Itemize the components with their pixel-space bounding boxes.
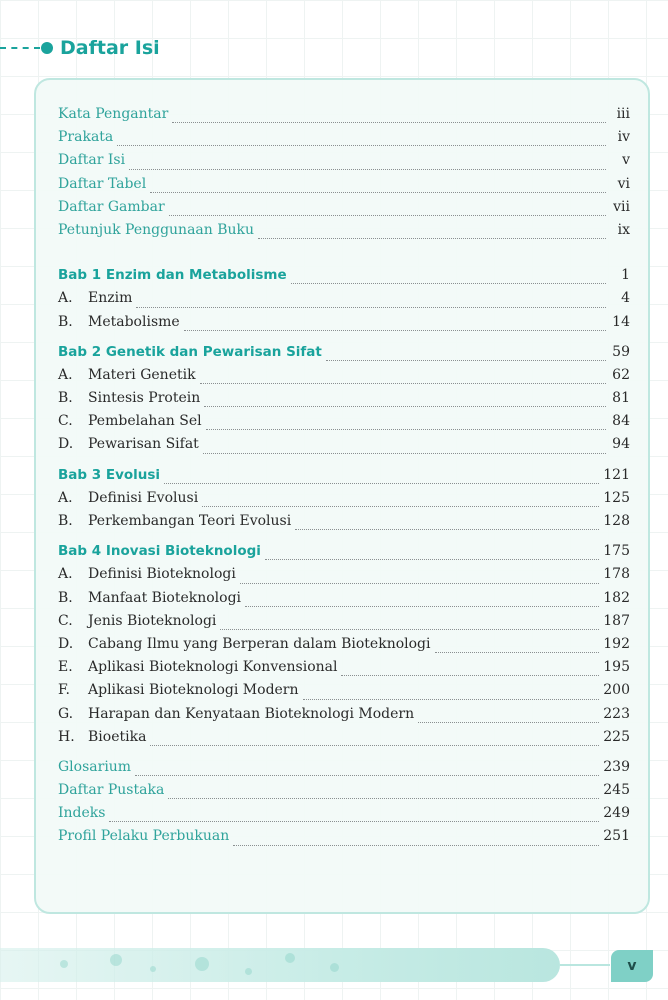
decor-dot: [330, 963, 339, 972]
chapter-4: [58, 543, 630, 752]
table-of-contents: [58, 106, 630, 852]
toc-entry-label: Prakata: [58, 129, 114, 146]
toc-entry-prakata[interactable]: [58, 129, 630, 152]
toc-entry-page: 245: [603, 782, 630, 799]
section-letter: H.: [58, 728, 75, 745]
section-page: 225: [603, 728, 630, 745]
section-label: Aplikasi Bioteknologi Modern: [88, 682, 299, 699]
section-page: 178: [603, 566, 630, 583]
dot-leader: [150, 192, 606, 193]
dot-leader: [168, 798, 599, 799]
section-entry[interactable]: [58, 729, 630, 752]
section-label: Materi Genetik: [88, 366, 196, 383]
dot-leader: [341, 675, 599, 676]
dot-leader: [303, 699, 600, 700]
toc-entry-indeks[interactable]: [58, 805, 630, 828]
toc-entry-petunjuk[interactable]: [58, 222, 630, 245]
section-entry[interactable]: [58, 314, 630, 337]
footer-decoration-band: [0, 948, 560, 982]
chapter-1: [58, 267, 630, 337]
decor-dot: [245, 968, 252, 975]
chapter-title: Bab 2 Genetik dan Pewarisan Sifat: [58, 343, 322, 360]
section-label: Harapan dan Kenyataan Bioteknologi Modern: [88, 705, 415, 722]
section-page: 187: [603, 612, 630, 629]
section-letter: G.: [58, 705, 74, 722]
dot-leader: [172, 122, 606, 123]
chapter-heading[interactable]: [58, 344, 630, 367]
dot-leader: [220, 629, 599, 630]
dot-leader: [291, 283, 606, 284]
toc-entry-page: v: [622, 152, 630, 169]
section-letter: E.: [58, 659, 73, 676]
section-entry[interactable]: [58, 390, 630, 413]
section-entry[interactable]: [58, 682, 630, 705]
section-label: Metabolisme: [88, 313, 180, 330]
section-letter: B.: [58, 390, 73, 407]
dot-leader: [204, 406, 606, 407]
toc-entry-page: ix: [617, 221, 630, 238]
section-label: Jenis Bioteknologi: [88, 612, 217, 629]
toc-entry-label: Petunjuk Penggunaan Buku: [58, 221, 255, 238]
section-page: 4: [621, 290, 630, 307]
section-page: 223: [603, 705, 630, 722]
section-page: 195: [603, 659, 630, 676]
chapter-heading[interactable]: [58, 267, 630, 290]
section-letter: B.: [58, 313, 73, 330]
section-entry[interactable]: [58, 659, 630, 682]
toc-entry-page: 251: [603, 828, 630, 845]
dot-leader: [265, 559, 599, 560]
section-page: 192: [603, 635, 630, 652]
section-label: Cabang Ilmu yang Berperan dalam Bioteknologi: [88, 635, 431, 652]
header-dot-icon: [41, 42, 53, 54]
section-letter: F.: [58, 682, 70, 699]
toc-entry-label: Indeks: [58, 805, 106, 822]
dot-leader: [418, 722, 599, 723]
section-label: Aplikasi Bioteknologi Konvensional: [88, 659, 338, 676]
section-label: Enzim: [88, 290, 133, 307]
front-matter-list: [58, 106, 630, 245]
section-letter: D.: [58, 436, 74, 453]
section-entry[interactable]: [58, 436, 630, 459]
section-entry[interactable]: [58, 413, 630, 436]
toc-entry-page: vi: [617, 175, 630, 192]
section-entry[interactable]: [58, 290, 630, 313]
dot-leader: [169, 215, 606, 216]
chapter-heading[interactable]: [58, 467, 630, 490]
section-label: Bioetika: [88, 728, 147, 745]
section-letter: A.: [58, 290, 73, 307]
dot-leader: [206, 429, 606, 430]
dot-leader: [240, 583, 599, 584]
section-label: Sintesis Protein: [88, 390, 201, 407]
section-letter: A.: [58, 489, 73, 506]
section-entry[interactable]: [58, 513, 630, 536]
decor-dot: [195, 957, 209, 971]
back-matter-list: [58, 759, 630, 852]
chapter-3: [58, 467, 630, 537]
section-letter: C.: [58, 612, 73, 629]
toc-entry-label: Profil Pelaku Perbukuan: [58, 828, 230, 845]
dot-leader: [200, 383, 606, 384]
section-label: Pewarisan Sifat: [88, 436, 199, 453]
dot-leader: [184, 330, 606, 331]
chapter-page: 175: [603, 543, 630, 560]
chapter-page: 59: [612, 343, 630, 360]
toc-entry-label: Glosarium: [58, 758, 132, 775]
section-entry[interactable]: [58, 613, 630, 636]
section-label: Definisi Bioteknologi: [88, 566, 236, 583]
section-letter: D.: [58, 635, 74, 652]
dot-leader: [326, 360, 606, 361]
section-page: 14: [612, 313, 630, 330]
section-page: 84: [612, 413, 630, 430]
toc-panel: [34, 78, 650, 914]
section-letter: B.: [58, 513, 73, 529]
section-label: Definisi Evolusi: [88, 489, 199, 506]
section-entry[interactable]: [58, 706, 630, 729]
footer-line: [560, 964, 610, 966]
toc-entry-page: iii: [616, 106, 630, 122]
page-title: Daftar Isi: [60, 37, 160, 59]
chapter-page: 121: [603, 466, 630, 483]
toc-entry-profil[interactable]: [58, 828, 630, 851]
toc-entry-kata-pengantar[interactable]: [58, 106, 630, 129]
chapter-page: 1: [621, 267, 630, 284]
decor-dot: [60, 960, 68, 968]
section-label: Manfaat Bioteknologi: [88, 589, 242, 606]
dot-leader: [109, 821, 599, 822]
section-label: Perkembangan Teori Evolusi: [88, 513, 292, 529]
section-page: 62: [612, 366, 630, 383]
section-letter: A.: [58, 566, 73, 583]
toc-entry-page: iv: [617, 129, 630, 146]
toc-entry-label: Daftar Isi: [58, 152, 126, 169]
dot-leader: [245, 606, 599, 607]
section-page: 128: [603, 513, 630, 529]
dot-leader: [164, 483, 599, 484]
dot-leader: [203, 453, 606, 454]
section-entry[interactable]: [58, 566, 630, 589]
section-entry[interactable]: [58, 367, 630, 390]
page-number: v: [611, 950, 653, 982]
dot-leader: [135, 775, 599, 776]
section-entry[interactable]: [58, 490, 630, 513]
dot-leader: [129, 169, 606, 170]
dot-leader: [258, 238, 606, 239]
section-page: 200: [603, 682, 630, 699]
section-entry[interactable]: [58, 590, 630, 613]
toc-entry-glosarium[interactable]: [58, 759, 630, 782]
section-page: 125: [603, 489, 630, 506]
decor-dot: [150, 966, 156, 972]
dot-leader: [117, 145, 606, 146]
decor-dot: [285, 953, 295, 963]
section-page: 81: [612, 390, 630, 407]
dot-leader: [202, 506, 599, 507]
dot-leader: [136, 307, 606, 308]
chapter-title: Bab 3 Evolusi: [58, 466, 161, 483]
toc-entry-daftar-gambar[interactable]: [58, 199, 630, 222]
toc-entry-daftar-isi[interactable]: [58, 152, 630, 175]
toc-entry-page: 239: [603, 758, 630, 775]
dot-leader: [150, 745, 599, 746]
section-entry[interactable]: [58, 636, 630, 659]
dot-leader: [295, 529, 599, 530]
chapter-heading[interactable]: [58, 543, 630, 566]
page-header: [0, 34, 668, 62]
section-letter: A.: [58, 366, 73, 383]
toc-entry-page: 249: [603, 805, 630, 822]
toc-entry-label: Daftar Tabel: [58, 175, 147, 192]
toc-entry-page: vii: [613, 198, 630, 215]
section-letter: C.: [58, 413, 73, 430]
section-page: 94: [612, 436, 630, 453]
chapter-title: Bab 1 Enzim dan Metabolisme: [58, 267, 287, 284]
decor-dot: [110, 954, 122, 966]
dot-leader: [233, 845, 599, 846]
section-letter: B.: [58, 589, 73, 606]
dot-leader: [435, 652, 600, 653]
toc-entry-label: Daftar Pustaka: [58, 782, 165, 799]
chapter-title: Bab 4 Inovasi Bioteknologi: [58, 543, 261, 560]
toc-entry-label: Kata Pengantar: [58, 106, 169, 122]
chapter-2: [58, 344, 630, 460]
toc-entry-label: Daftar Gambar: [58, 198, 165, 215]
toc-entry-daftar-tabel[interactable]: [58, 176, 630, 199]
section-label: Pembelahan Sel: [88, 413, 202, 430]
header-dash-line: [0, 47, 40, 49]
toc-entry-daftar-pustaka[interactable]: [58, 782, 630, 805]
section-page: 182: [603, 589, 630, 606]
